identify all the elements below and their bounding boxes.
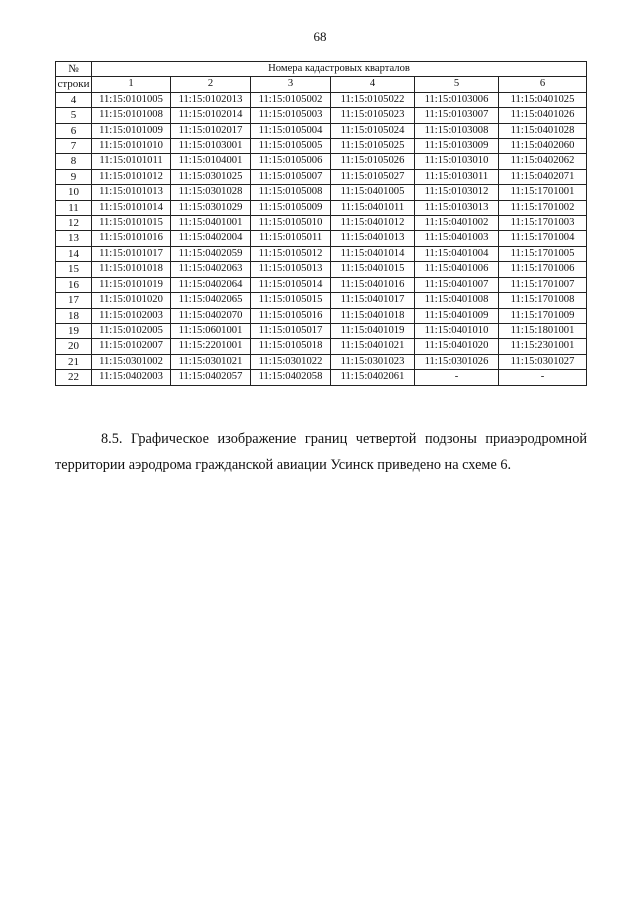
row-number-cell: 4 [56, 92, 92, 107]
cadastral-number-cell: 11:15:2201001 [171, 339, 251, 354]
cadastral-number-cell: 11:15:0101018 [92, 262, 171, 277]
cadastral-number-cell: 11:15:0401028 [499, 123, 587, 138]
cadastral-number-cell: 11:15:0401025 [499, 92, 587, 107]
cadastral-number-cell: 11:15:0401004 [415, 246, 499, 261]
cadastral-number-cell: 11:15:0301023 [331, 354, 415, 369]
cadastral-number-cell: 11:15:1801001 [499, 323, 587, 338]
cadastral-number-cell: 11:15:0102017 [171, 123, 251, 138]
cadastral-number-cell: 11:15:0105014 [251, 277, 331, 292]
cadastral-number-cell: 11:15:0105010 [251, 216, 331, 231]
table-row [56, 185, 587, 200]
cadastral-number-cell: - [499, 370, 587, 385]
column-header: 3 [251, 77, 331, 92]
cadastral-number-cell: 11:15:1701005 [499, 246, 587, 261]
row-number-cell: 7 [56, 139, 92, 154]
cadastral-number-cell: 11:15:0402063 [171, 262, 251, 277]
table-row [56, 92, 587, 107]
table-body [56, 92, 587, 385]
column-header: 4 [331, 77, 415, 92]
cadastral-number-cell: 11:15:0103009 [415, 139, 499, 154]
cadastral-number-cell: 11:15:0103012 [415, 185, 499, 200]
table-row [56, 293, 587, 308]
cadastral-number-cell: 11:15:1701003 [499, 216, 587, 231]
cadastral-number-cell: 11:15:0101010 [92, 139, 171, 154]
cadastral-number-cell: 11:15:0402004 [171, 231, 251, 246]
cadastral-number-cell: 11:15:0401019 [331, 323, 415, 338]
cadastral-number-cell: 11:15:0105017 [251, 323, 331, 338]
row-number-cell: 9 [56, 169, 92, 184]
table-row [56, 246, 587, 261]
cadastral-number-cell: 11:15:0101009 [92, 123, 171, 138]
table-row [56, 262, 587, 277]
cadastral-number-cell: 11:15:1701008 [499, 293, 587, 308]
cadastral-number-cell: 11:15:0103010 [415, 154, 499, 169]
row-label-header: строки [57, 78, 90, 91]
cadastral-number-cell: 11:15:0103006 [415, 92, 499, 107]
cadastral-number-cell: 11:15:0402070 [171, 308, 251, 323]
cadastral-number-cell: 11:15:0401026 [499, 108, 587, 123]
cadastral-number-cell: 11:15:0301021 [171, 354, 251, 369]
cadastral-number-cell: 11:15:0103013 [415, 200, 499, 215]
cadastral-number-cell: 11:15:0103008 [415, 123, 499, 138]
cadastral-number-cell: 11:15:0101015 [92, 216, 171, 231]
cadastral-number-cell: 11:15:0101008 [92, 108, 171, 123]
cadastral-number-cell: 11:15:0401008 [415, 293, 499, 308]
cadastral-number-cell: 11:15:0301028 [171, 185, 251, 200]
cadastral-number-cell: 11:15:0301025 [171, 169, 251, 184]
cadastral-number-cell: 11:15:0102003 [92, 308, 171, 323]
row-number-cell: 18 [56, 308, 92, 323]
table-row [56, 370, 587, 385]
table-row [56, 200, 587, 215]
cadastral-number-cell: 11:15:0402071 [499, 169, 587, 184]
table-row [56, 339, 587, 354]
row-number-cell: 14 [56, 246, 92, 261]
cadastral-number-cell: 11:15:0601001 [171, 323, 251, 338]
cadastral-number-cell: 11:15:0401009 [415, 308, 499, 323]
cadastral-number-cell: 11:15:0402003 [92, 370, 171, 385]
cadastral-number-cell: 11:15:0402064 [171, 277, 251, 292]
table-header-row [56, 62, 587, 77]
cadastral-number-cell: 11:15:0401011 [331, 200, 415, 215]
row-number-cell: 21 [56, 354, 92, 369]
cadastral-number-cell: 11:15:0101012 [92, 169, 171, 184]
row-number-cell: 12 [56, 216, 92, 231]
cadastral-number-cell: 11:15:0401006 [415, 262, 499, 277]
table-row [56, 354, 587, 369]
cadastral-number-cell: 11:15:0301022 [251, 354, 331, 369]
cadastral-number-cell: 11:15:0102007 [92, 339, 171, 354]
column-header: 1 [92, 77, 171, 92]
cadastral-number-cell: 11:15:0402059 [171, 246, 251, 261]
cadastral-number-cell: 11:15:0105007 [251, 169, 331, 184]
table-subheader-row [56, 77, 587, 92]
group-header: Номера кадастровых кварталов [92, 62, 587, 77]
cadastral-number-cell: 11:15:0401007 [415, 277, 499, 292]
cadastral-number-cell: 11:15:0401018 [331, 308, 415, 323]
row-number-cell: 15 [56, 262, 92, 277]
row-number-cell: 20 [56, 339, 92, 354]
cadastral-quarters-table [55, 61, 587, 386]
cadastral-number-cell: 11:15:0301027 [499, 354, 587, 369]
cadastral-number-cell: 11:15:0105013 [251, 262, 331, 277]
cadastral-number-cell: 11:15:0101017 [92, 246, 171, 261]
cadastral-number-cell: 11:15:0105005 [251, 139, 331, 154]
cadastral-number-cell: 11:15:0402058 [251, 370, 331, 385]
cadastral-number-cell: 11:15:0105018 [251, 339, 331, 354]
cadastral-number-cell: 11:15:0105016 [251, 308, 331, 323]
cadastral-number-cell: 11:15:0105015 [251, 293, 331, 308]
cadastral-number-cell: 11:15:0402060 [499, 139, 587, 154]
cadastral-number-cell: 11:15:0105026 [331, 154, 415, 169]
row-number-cell: 13 [56, 231, 92, 246]
cadastral-number-cell: 11:15:0401016 [331, 277, 415, 292]
cadastral-number-cell: 11:15:0401015 [331, 262, 415, 277]
cadastral-number-cell: 11:15:0102014 [171, 108, 251, 123]
cadastral-number-cell: 11:15:0401014 [331, 246, 415, 261]
column-header: 5 [415, 77, 499, 92]
column-header: 6 [499, 77, 587, 92]
row-number-cell: 16 [56, 277, 92, 292]
cadastral-number-cell: 11:15:0101005 [92, 92, 171, 107]
cadastral-number-cell: 11:15:0301026 [415, 354, 499, 369]
cadastral-number-cell: 11:15:0103001 [171, 139, 251, 154]
cadastral-number-cell: 11:15:1701007 [499, 277, 587, 292]
cadastral-number-cell: 11:15:0105012 [251, 246, 331, 261]
cadastral-number-cell: 11:15:0401013 [331, 231, 415, 246]
cadastral-number-cell: 11:15:0105003 [251, 108, 331, 123]
section-paragraph: 8.5. Графическое изображение границ четвертой подзоны приаэродромной территории аэродрома гражданской авиации Усинск приведено на схеме 6. [55, 431, 587, 473]
table-row [56, 231, 587, 246]
cadastral-number-cell: 11:15:0401020 [415, 339, 499, 354]
cadastral-number-cell: 11:15:0401003 [415, 231, 499, 246]
row-number-cell: 11 [56, 200, 92, 215]
cadastral-number-cell: 11:15:0105025 [331, 139, 415, 154]
cadastral-number-cell: 11:15:0105011 [251, 231, 331, 246]
table-row [56, 123, 587, 138]
cadastral-number-cell: 11:15:0301029 [171, 200, 251, 215]
cadastral-number-cell: 11:15:1701004 [499, 231, 587, 246]
table-row [56, 169, 587, 184]
cadastral-number-cell: 11:15:0105024 [331, 123, 415, 138]
cadastral-number-cell: 11:15:0402057 [171, 370, 251, 385]
cadastral-number-cell: 11:15:0401002 [415, 216, 499, 231]
row-number-cell: 17 [56, 293, 92, 308]
cadastral-number-cell: - [415, 370, 499, 385]
cadastral-number-cell: 11:15:0401001 [171, 216, 251, 231]
table-row [56, 154, 587, 169]
cadastral-number-cell: 11:15:1701001 [499, 185, 587, 200]
row-number-header: № [56, 62, 92, 77]
cadastral-number-cell: 11:15:0104001 [171, 154, 251, 169]
cadastral-number-cell: 11:15:2301001 [499, 339, 587, 354]
row-number-cell: 6 [56, 123, 92, 138]
cadastral-number-cell: 11:15:0105002 [251, 92, 331, 107]
cadastral-number-cell: 11:15:0101011 [92, 154, 171, 169]
column-header: 2 [171, 77, 251, 92]
cadastral-number-cell: 11:15:0101013 [92, 185, 171, 200]
cadastral-number-cell: 11:15:0105004 [251, 123, 331, 138]
page-number: 68 [313, 29, 327, 44]
row-number-cell: 5 [56, 108, 92, 123]
table-row [56, 216, 587, 231]
cadastral-number-cell: 11:15:0101019 [92, 277, 171, 292]
cadastral-number-cell: 11:15:0401021 [331, 339, 415, 354]
table-row [56, 308, 587, 323]
row-number-cell: 19 [56, 323, 92, 338]
cadastral-number-cell: 11:15:0101020 [92, 293, 171, 308]
cadastral-number-cell: 11:15:0102013 [171, 92, 251, 107]
table-row [56, 108, 587, 123]
cadastral-number-cell: 11:15:1701002 [499, 200, 587, 215]
cadastral-number-cell: 11:15:0103011 [415, 169, 499, 184]
cadastral-number-cell: 11:15:1701006 [499, 262, 587, 277]
cadastral-number-cell: 11:15:0401017 [331, 293, 415, 308]
cadastral-number-cell: 11:15:0301002 [92, 354, 171, 369]
cadastral-number-cell: 11:15:0101016 [92, 231, 171, 246]
cadastral-number-cell: 11:15:0105008 [251, 185, 331, 200]
cadastral-number-cell: 11:15:0101014 [92, 200, 171, 215]
row-number-cell: 10 [56, 185, 92, 200]
table-row [56, 277, 587, 292]
cadastral-number-cell: 11:15:0105023 [331, 108, 415, 123]
cadastral-number-cell: 11:15:0105006 [251, 154, 331, 169]
table-row [56, 323, 587, 338]
cadastral-number-cell: 11:15:0402061 [331, 370, 415, 385]
row-number-cell: 22 [56, 370, 92, 385]
cadastral-number-cell: 11:15:0402065 [171, 293, 251, 308]
row-number-cell: 8 [56, 154, 92, 169]
cadastral-number-cell: 11:15:0105027 [331, 169, 415, 184]
cadastral-number-cell: 11:15:0105022 [331, 92, 415, 107]
cadastral-number-cell: 11:15:0401005 [331, 185, 415, 200]
cadastral-number-cell: 11:15:0103007 [415, 108, 499, 123]
cadastral-number-cell: 11:15:0401012 [331, 216, 415, 231]
cadastral-number-cell: 11:15:0401010 [415, 323, 499, 338]
table-row [56, 139, 587, 154]
cadastral-number-cell: 11:15:0105009 [251, 200, 331, 215]
cadastral-number-cell: 11:15:0402062 [499, 154, 587, 169]
cadastral-number-cell: 11:15:0102005 [92, 323, 171, 338]
cadastral-number-cell: 11:15:1701009 [499, 308, 587, 323]
